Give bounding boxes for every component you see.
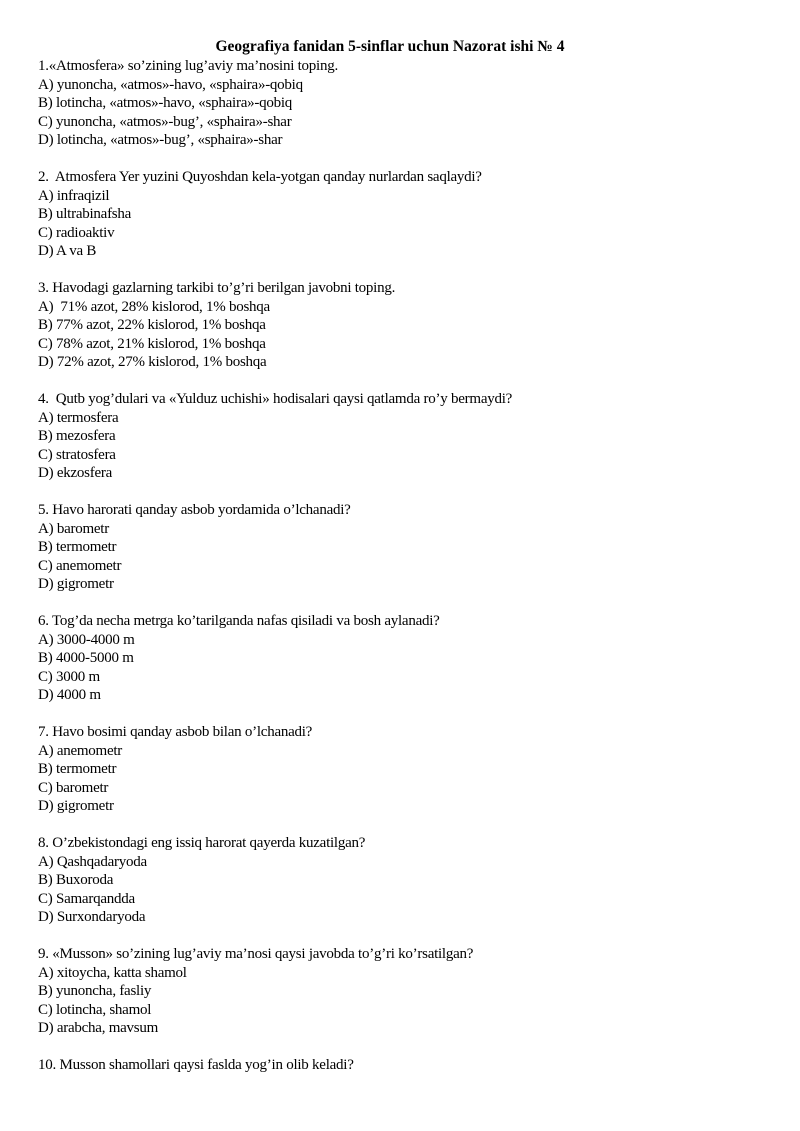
answer-option-b: B) lotincha, «atmos»-havo, «sphaira»-qobiq — [38, 95, 293, 111]
answer-option-d: D) A va B — [38, 243, 97, 259]
answer-option-c: C) radioaktiv — [38, 224, 115, 241]
answer-option-b: B) Buxoroda — [38, 872, 114, 888]
answer-option-c: C) barometr — [38, 779, 109, 796]
answer-option-c: C) 3000 m — [38, 668, 100, 685]
answer-option-a: A) anemometr — [38, 742, 123, 759]
answer-option-c: C) anemometr — [38, 557, 122, 574]
question-9 — [38, 945, 778, 1038]
answer-option-a: A) Qashqadaryoda — [38, 853, 147, 870]
answer-option-b: B) yunoncha, fasliy — [38, 983, 152, 999]
answer-option-d: D) arabcha, mavsum — [38, 1020, 159, 1036]
question-4 — [38, 390, 778, 483]
answer-option-a: A) infraqizil — [38, 187, 110, 204]
answer-option-d: D) gigrometr — [38, 576, 114, 592]
answer-option-d: D) 4000 m — [38, 687, 101, 703]
question-5 — [38, 501, 778, 594]
answer-option-a: A) barometr — [38, 520, 109, 537]
question-text: 9. «Musson» so’zining lug’aviy ma’nosi qaysi javobda to’g’ri ko’rsatilgan? — [38, 946, 474, 962]
answer-option-a: A) termosfera — [38, 409, 119, 426]
answer-option-a: A) 3000-4000 m — [38, 631, 135, 648]
question-7 — [38, 723, 778, 816]
question-text: 1.«Atmosfera» so’zining lug’aviy ma’nosini toping. — [38, 58, 338, 74]
answer-option-c: C) Samarqandda — [38, 890, 135, 907]
question-text: 3. Havodagi gazlarning tarkibi to’g’ri berilgan javobni toping. — [38, 280, 396, 296]
question-text: 4. Qutb yog’dulari va «Yulduz uchishi» hodisalari qaysi qatlamda ro’y bermaydi? — [38, 391, 513, 407]
answer-option-b: B) 77% azot, 22% kislorod, 1% boshqa — [38, 317, 266, 333]
question-10 — [38, 1056, 778, 1075]
answer-option-a: A) yunoncha, «atmos»-havo, «sphaira»-qobiq — [38, 76, 303, 93]
question-text: 2. Atmosfera Yer yuzini Quyoshdan kela-yotgan qanday nurlardan saqlaydi? — [38, 169, 482, 185]
question-list — [38, 57, 778, 1093]
answer-option-b: B) ultrabinafsha — [38, 206, 132, 222]
question-text: 8. O’zbekistondagi eng issiq harorat qayerda kuzatilgan? — [38, 835, 366, 851]
answer-option-b: B) mezosfera — [38, 428, 116, 444]
answer-option-a: A) 71% azot, 28% kislorod, 1% boshqa — [38, 298, 270, 315]
question-text: 10. Musson shamollari qaysi faslda yog’in olib keladi? — [38, 1057, 354, 1073]
answer-option-d: D) lotincha, «atmos»-bug’, «sphaira»-shar — [38, 132, 283, 148]
document-title: Geografiya fanidan 5-sinflar uchun Nazorat ishi № 4 — [215, 38, 565, 55]
answer-option-b: B) 4000-5000 m — [38, 650, 134, 666]
answer-option-b: B) termometr — [38, 539, 117, 555]
answer-option-c: C) 78% azot, 21% kislorod, 1% boshqa — [38, 335, 266, 352]
answer-option-b: B) termometr — [38, 761, 117, 777]
question-6 — [38, 612, 778, 705]
answer-option-d: D) ekzosfera — [38, 465, 113, 481]
answer-option-d: D) 72% azot, 27% kislorod, 1% boshqa — [38, 354, 267, 370]
question-1 — [38, 57, 778, 150]
question-8 — [38, 834, 778, 927]
answer-option-d: D) gigrometr — [38, 798, 114, 814]
answer-option-c: C) lotincha, shamol — [38, 1001, 152, 1018]
question-text: 7. Havo bosimi qanday asbob bilan o’lchanadi? — [38, 724, 313, 740]
question-3 — [38, 279, 778, 372]
question-text: 5. Havo harorati qanday asbob yordamida o’lchanadi? — [38, 502, 351, 518]
answer-option-a: A) xitoycha, katta shamol — [38, 964, 187, 981]
answer-option-c: C) yunoncha, «atmos»-bug’, «sphaira»-shar — [38, 113, 292, 130]
answer-option-d: D) Surxondaryoda — [38, 909, 146, 925]
answer-option-c: C) stratosfera — [38, 446, 116, 463]
question-2 — [38, 168, 778, 261]
question-text: 6. Tog’da necha metrga ko’tarilganda nafas qisiladi va bosh aylanadi? — [38, 613, 440, 629]
